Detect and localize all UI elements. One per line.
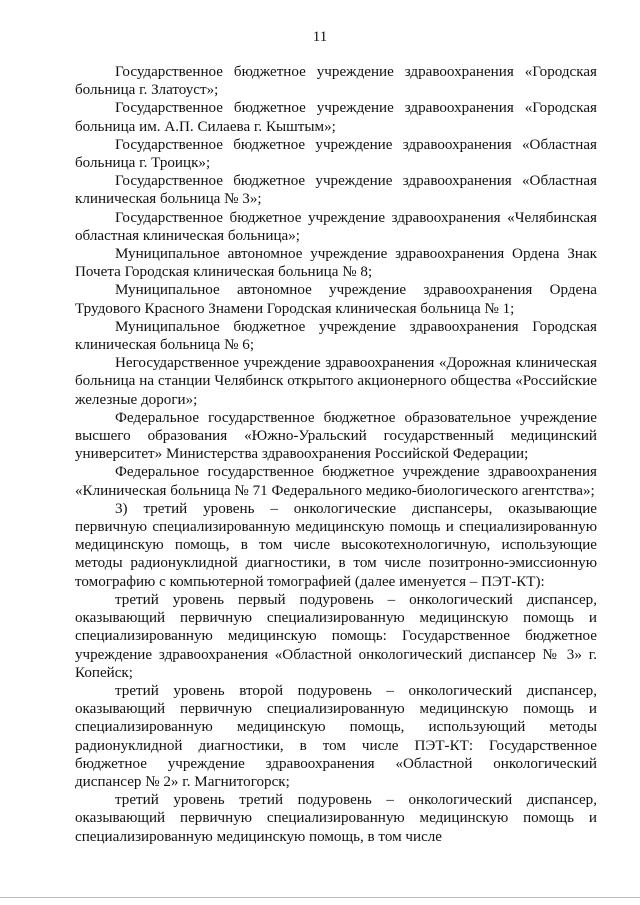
paragraph-10: Федеральное государственное бюджетное образовательное учреждение высшего образования «Южно-Уральский государственный медицинский университет» Министерства здравоохранения Российской Федерации;: [75, 409, 597, 463]
document-body: [75, 63, 597, 846]
paragraph-3: Государственное бюджетное учреждение здравоохранения «Областная больница г. Троицк»;: [75, 136, 597, 172]
paragraph-1: Государственное бюджетное учреждение здравоохранения «Городская больница г. Златоуст»;: [75, 64, 597, 99]
paragraph-9: Негосударственное учреждение здравоохранения «Дорожная клиническая больница на станции Челябинск открытого акционерного общества «Российские железные дороги»;: [75, 355, 597, 408]
scan-edge-line: [0, 897, 640, 898]
paragraph-13: третий уровень первый подуровень – онкологический диспансер, оказывающий первичную специализированную медицинскую помощь и специализированную медицинскую помощь: Государственное бюджетное учреждение здравоохранения «Областной онкологический диспансер № 3» г. Копейск;: [75, 591, 597, 681]
paragraph-11: Федеральное государственное бюджетное учреждение здравоохранения «Клиническая больница № 71 Федерального медико-биологического агентства»;: [75, 464, 597, 499]
paragraph-5: Государственное бюджетное учреждение здравоохранения «Челябинская областная клиническая больница»;: [75, 209, 597, 244]
paragraph-6: Муниципальное автономное учреждение здравоохранения Ордена Знак Почета Городская клиническая больница № 8;: [75, 246, 597, 281]
paragraph-12: 3) третий уровень – онкологические диспансеры, оказывающие первичную специализированную медицинскую помощь и специализированную медицинскую помощь, в том числе высокотехнологичную, использующие методы радионуклидной диагностики, в том числе позитронно-эмиссионную томографию с компьютерной томографией (далее именуется – ПЭТ-КТ):: [75, 500, 597, 590]
paragraph-15: третий уровень третий подуровень – онкологический диспансер, оказывающий первичную специализированную медицинскую помощь и специализированную медицинскую помощь, в том числе: [75, 792, 597, 845]
paragraph-8: Муниципальное бюджетное учреждение здравоохранения Городская клиническая больница № 6;: [75, 318, 597, 354]
page-number: 11: [312, 29, 328, 45]
paragraph-14: третий уровень второй подуровень – онкологический диспансер, оказывающий первичную специализированную медицинскую помощь и специализированную медицинскую помощь, использующий методы радионуклидной диагностики, в том числе ПЭТ-КТ: Государственное бюджетное учреждение здравоохранения «Областной онкологический диспансер № 2» г. Магнитогорск;: [75, 682, 597, 790]
paragraph-2: Государственное бюджетное учреждение здравоохранения «Городская больница им. А.П. Силаева г. Кыштым»;: [75, 100, 597, 135]
paragraph-4: Государственное бюджетное учреждение здравоохранения «Областная клиническая больница № 3»;: [75, 173, 597, 208]
paragraph-7: Муниципальное автономное учреждение здравоохранения Ордена Трудового Красного Знамени Городская клиническая больница № 1;: [75, 282, 597, 317]
